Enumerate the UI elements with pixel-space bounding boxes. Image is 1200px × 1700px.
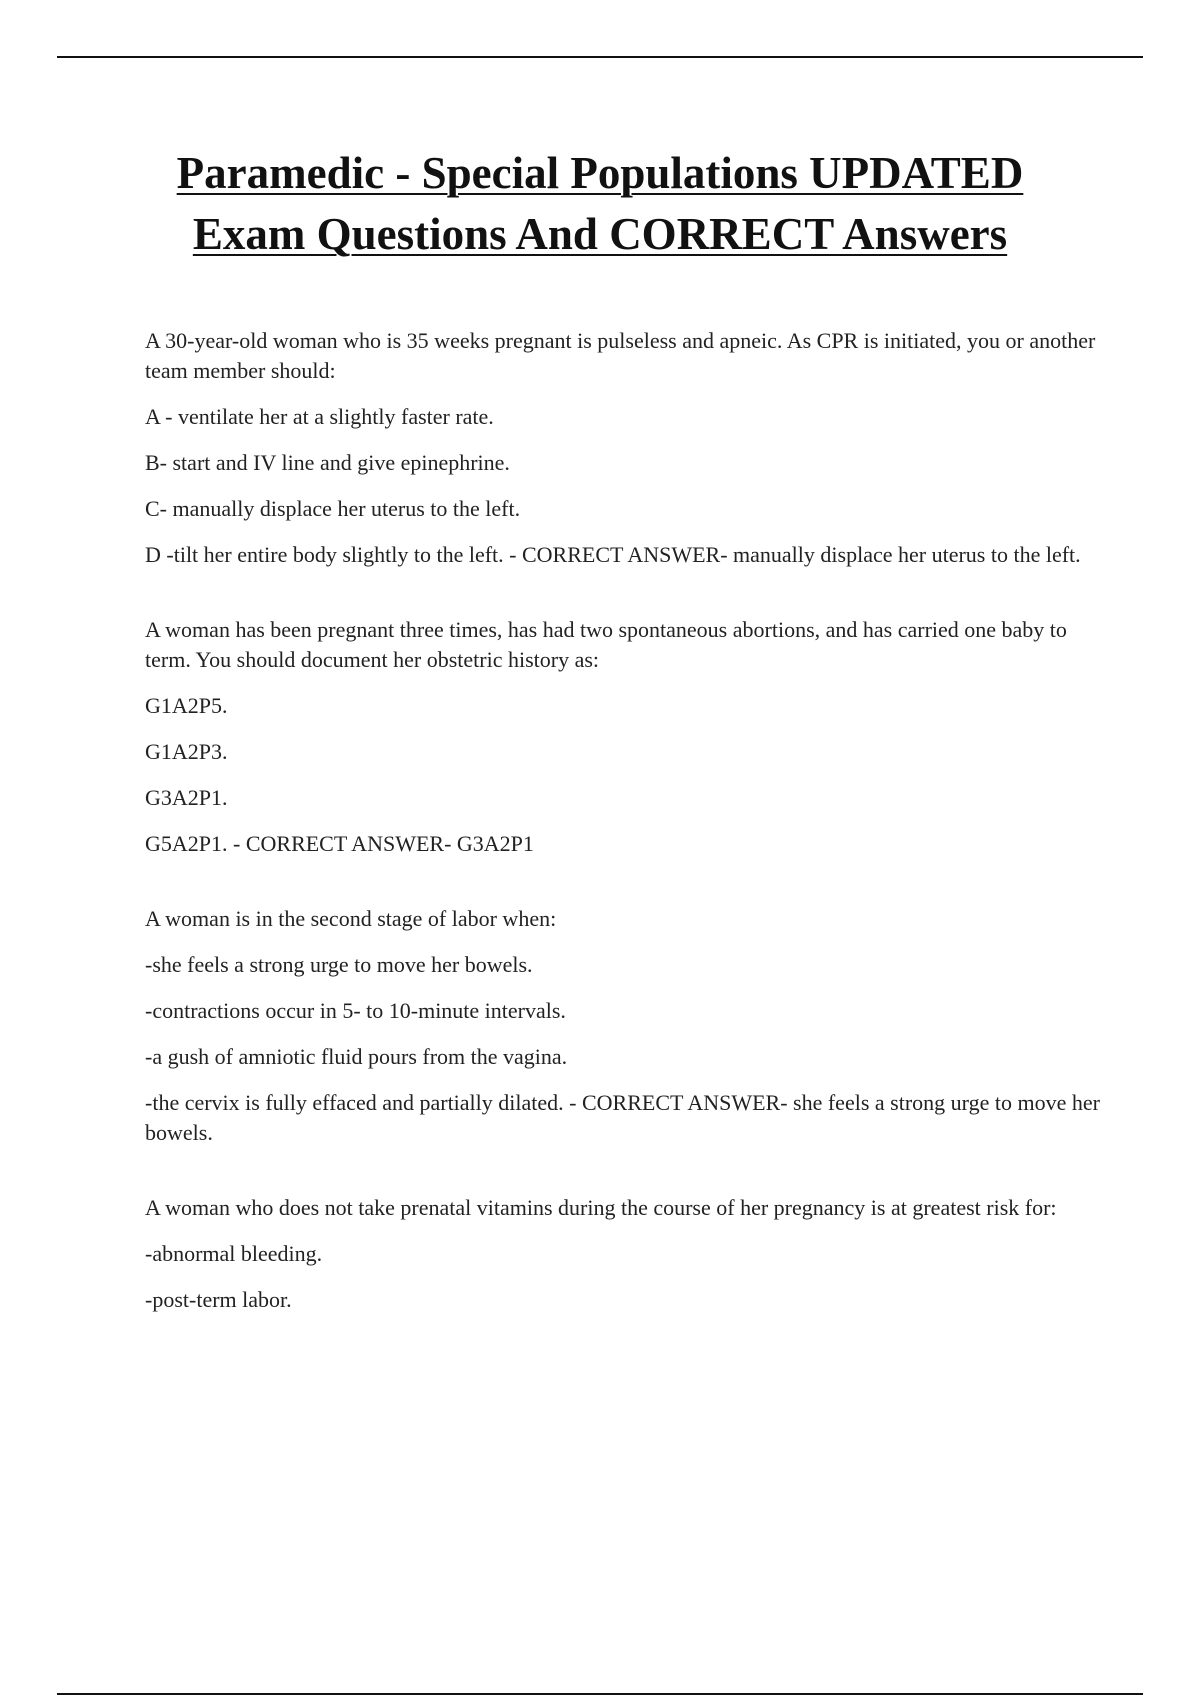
question-text: A woman has been pregnant three times, has had two spontaneous abortions, and has carried one baby to term. You should document her obstetric history as: — [145, 617, 1067, 672]
answer-option: -post-term labor. — [145, 1287, 292, 1312]
answer-option-with-correct-answer: D -tilt her entire body slightly to the left. - CORRECT ANSWER- manually displace her uterus to the left. — [145, 542, 1081, 567]
answer-option: G1A2P5. — [145, 693, 228, 718]
answer-option-with-correct-answer: -the cervix is fully effaced and partially dilated. - CORRECT ANSWER- she feels a strong urge to move her bowels. — [145, 1090, 1100, 1145]
answer-option: B- start and IV line and give epinephrine. — [145, 450, 510, 475]
question-block-3 — [145, 904, 1100, 1148]
top-rule — [57, 56, 1143, 58]
question-text: A woman who does not take prenatal vitamins during the course of her pregnancy is at greatest risk for: — [145, 1195, 1057, 1220]
bottom-rule — [57, 1693, 1143, 1695]
answer-option: G3A2P1. — [145, 785, 228, 810]
answer-option: -a gush of amniotic fluid pours from the vagina. — [145, 1044, 568, 1069]
question-text: A woman is in the second stage of labor when: — [145, 906, 557, 931]
answer-option: C- manually displace her uterus to the left. — [145, 496, 521, 521]
title-line-1: Paramedic - Special Populations UPDATED — [176, 148, 1024, 198]
answer-option: A - ventilate her at a slightly faster rate. — [145, 404, 494, 429]
answer-option: -abnormal bleeding. — [145, 1241, 323, 1266]
document-title — [100, 143, 1100, 265]
answer-option: -contractions occur in 5- to 10-minute intervals. — [145, 998, 566, 1023]
question-text: A 30-year-old woman who is 35 weeks pregnant is pulseless and apneic. As CPR is initiated, you or another team member should: — [145, 328, 1096, 383]
answer-option: G1A2P3. — [145, 739, 228, 764]
question-list — [145, 326, 1100, 1360]
question-block-4 — [145, 1193, 1100, 1315]
answer-option-with-correct-answer: G5A2P1. - CORRECT ANSWER- G3A2P1 — [145, 831, 534, 856]
answer-option: -she feels a strong urge to move her bowels. — [145, 952, 533, 977]
title-line-2: Exam Questions And CORRECT Answers — [192, 209, 1008, 259]
question-block-2 — [145, 615, 1100, 859]
question-block-1 — [145, 326, 1100, 570]
